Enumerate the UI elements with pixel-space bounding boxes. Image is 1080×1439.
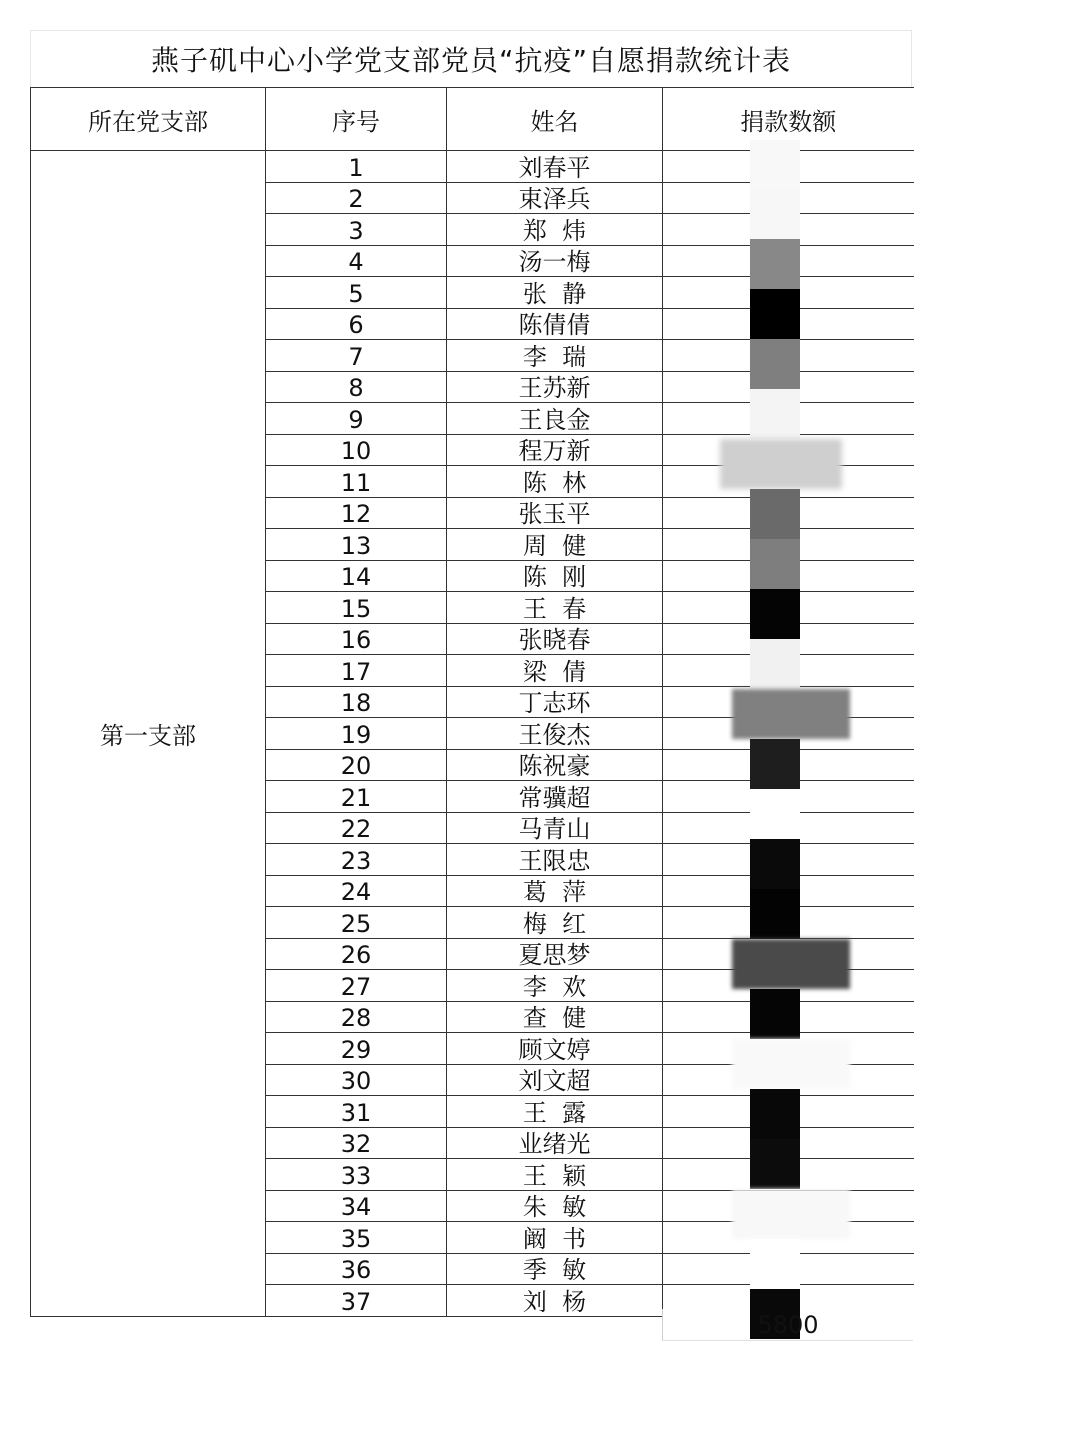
total-amount: 5800 [662, 1309, 913, 1341]
row-name: 王苏新 [447, 371, 663, 403]
row-index: 26 [266, 938, 447, 970]
redaction-block [750, 839, 800, 889]
row-name: 常骥超 [447, 781, 663, 813]
row-index: 25 [266, 907, 447, 939]
row-name: 朱 敏 [447, 1190, 663, 1222]
row-index: 13 [266, 529, 447, 561]
row-name: 陈 林 [447, 466, 663, 498]
row-index: 16 [266, 623, 447, 655]
row-name: 李 瑞 [447, 340, 663, 372]
row-name: 梅 红 [447, 907, 663, 939]
row-index: 28 [266, 1001, 447, 1033]
row-index: 33 [266, 1159, 447, 1191]
header-index: 序号 [266, 88, 447, 151]
row-index: 7 [266, 340, 447, 372]
row-name: 夏思梦 [447, 938, 663, 970]
row-index: 12 [266, 497, 447, 529]
redaction-block [750, 389, 800, 439]
row-index: 20 [266, 749, 447, 781]
row-index: 4 [266, 245, 447, 277]
row-name: 王俊杰 [447, 718, 663, 750]
row-index: 32 [266, 1127, 447, 1159]
row-index: 22 [266, 812, 447, 844]
redaction-block [750, 339, 800, 389]
row-index: 27 [266, 970, 447, 1002]
row-index: 1 [266, 151, 447, 183]
row-name: 王 颖 [447, 1159, 663, 1191]
row-index: 3 [266, 214, 447, 246]
row-name: 周 健 [447, 529, 663, 561]
redaction-block [750, 239, 800, 289]
redaction-block [750, 190, 800, 240]
row-index: 5 [266, 277, 447, 309]
row-index: 15 [266, 592, 447, 624]
row-index: 10 [266, 434, 447, 466]
row-index: 29 [266, 1033, 447, 1065]
row-name: 郑 炜 [447, 214, 663, 246]
row-name: 程万新 [447, 434, 663, 466]
redaction-block [750, 589, 800, 639]
row-name: 陈祝豪 [447, 749, 663, 781]
table-title: 燕子矶中心小学党支部党员“抗疫”自愿捐款统计表 [30, 30, 912, 87]
row-index: 21 [266, 781, 447, 813]
row-name: 顾文婷 [447, 1033, 663, 1065]
row-name: 葛 萍 [447, 875, 663, 907]
row-name: 陈倩倩 [447, 308, 663, 340]
header-name: 姓名 [447, 88, 663, 151]
row-name: 查 健 [447, 1001, 663, 1033]
row-index: 18 [266, 686, 447, 718]
redaction-block [750, 539, 800, 589]
row-index: 14 [266, 560, 447, 592]
row-name: 陈 刚 [447, 560, 663, 592]
row-name: 束泽兵 [447, 182, 663, 214]
row-name: 汤一梅 [447, 245, 663, 277]
row-name: 马青山 [447, 812, 663, 844]
row-name: 季 敏 [447, 1253, 663, 1285]
row-index: 30 [266, 1064, 447, 1096]
row-name: 梁 倩 [447, 655, 663, 687]
redaction-block [720, 439, 842, 489]
row-index: 8 [266, 371, 447, 403]
row-index: 9 [266, 403, 447, 435]
row-index: 11 [266, 466, 447, 498]
row-index: 19 [266, 718, 447, 750]
row-index: 37 [266, 1285, 447, 1317]
redaction-block [750, 789, 800, 839]
row-name: 张玉平 [447, 497, 663, 529]
redaction-block [732, 939, 850, 989]
row-index: 31 [266, 1096, 447, 1128]
row-name: 王 露 [447, 1096, 663, 1128]
row-name: 刘 杨 [447, 1285, 663, 1317]
row-name: 王限忠 [447, 844, 663, 876]
redaction-block [732, 1039, 850, 1089]
header-amount: 捐款数额 [663, 88, 914, 151]
redaction-block [750, 1089, 800, 1139]
row-name: 阚 书 [447, 1222, 663, 1254]
header-branch: 所在党支部 [31, 88, 266, 151]
row-name: 张晓春 [447, 623, 663, 655]
row-name: 王良金 [447, 403, 663, 435]
row-index: 17 [266, 655, 447, 687]
row-index: 36 [266, 1253, 447, 1285]
redaction-block [750, 639, 800, 689]
row-name: 王 春 [447, 592, 663, 624]
row-name: 业绪光 [447, 1127, 663, 1159]
redaction-block [750, 989, 800, 1039]
redaction-block [750, 739, 800, 789]
row-index: 2 [266, 182, 447, 214]
row-index: 23 [266, 844, 447, 876]
row-index: 34 [266, 1190, 447, 1222]
redaction-block [750, 489, 800, 539]
redaction-block [750, 1239, 800, 1289]
row-name: 丁志环 [447, 686, 663, 718]
row-name: 张 静 [447, 277, 663, 309]
redaction-block [750, 289, 800, 339]
row-index: 35 [266, 1222, 447, 1254]
row-name: 刘文超 [447, 1064, 663, 1096]
redaction-block [750, 1139, 800, 1189]
branch-cell: 第一支部 [31, 151, 266, 1317]
redaction-block [750, 140, 800, 190]
redaction-block [750, 889, 800, 939]
row-index: 6 [266, 308, 447, 340]
row-index: 24 [266, 875, 447, 907]
row-name: 李 欢 [447, 970, 663, 1002]
row-name: 刘春平 [447, 151, 663, 183]
redaction-block [732, 689, 850, 739]
redaction-block [732, 1189, 850, 1239]
